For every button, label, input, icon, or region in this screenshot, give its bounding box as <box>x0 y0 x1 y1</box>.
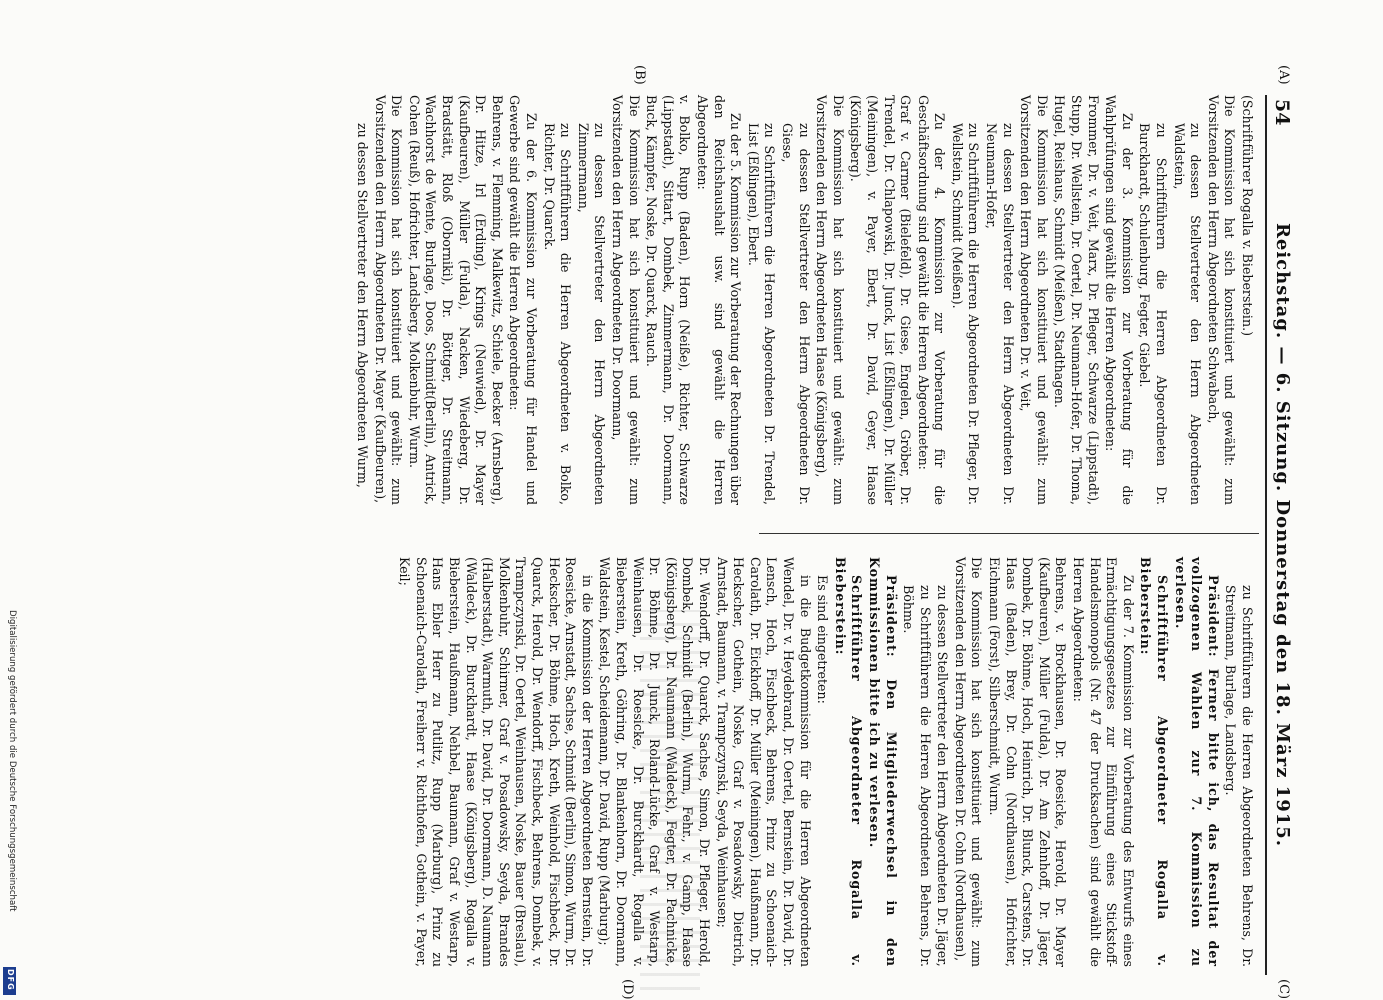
paragraph: zu dessen Stellvertreter den Herrn Abgeordneten Waldstein, <box>1171 123 1204 505</box>
margin-mark-d: (D) <box>620 979 635 1000</box>
margin-mark-b: (B) <box>632 65 647 85</box>
paragraph: Zu der 4. Kommission zur Vorberatung für die Geschäftsordnung sind gewählt die Herren Abgeordneten: <box>915 95 948 505</box>
paragraph: Zu der 7. Kommission zur Vorberatung des Entwurfs eines Ermächtigungsgesetzes zur Einführung eines Stickstoff-Handelsmonopols (Nr. 47 der Drucksachen) sind gewählt die Herren Abgeordneten: <box>1071 557 1136 967</box>
paragraph: Es sind eingetreten: <box>815 575 831 704</box>
paragraph: zu Schriftführern die Herren Abgeordneten Dr. Pfleger, Dr. Wellstein, Schmidt (Meißen). <box>949 123 982 505</box>
paragraph: Die Kommission hat sich konstituiert und gewählt: zum Vorsitzenden den Herrn Abgeordneten Schwabach, <box>1205 95 1238 505</box>
paragraph: in die Budgetkommission für die Herren Abgeordneten Wendel, Dr. v. Heydebrand, Dr. Oertel, Bernstein, Dr. David, Dr. Lensch, Hoch, Fischbeck, Behrens, Prinz zu Schoenaich-Carolath, Dr. Eickhoff, Dr. Müller (Meiningen), Haußmann, Dr. Heckscher, Gothein, Noske, Graf v. Posadowsky, Dietrich, Arnstadt, Baumann, v. Trampczynski, Seyda, Weinhausen; <box>714 557 813 967</box>
left-column <box>353 95 1255 505</box>
paragraph: Graf v. Carmer (Bielefeld), Dr. Giese, Engelen, Gröber, Dr. Trendel, Dr. Chlapowski, Dr. Junck, List (Eßlingen), Dr. Müller (Meiningen), v. Payer, Ebert, Dr. David, Geyer, Haase (Königsberg). <box>848 95 914 505</box>
paragraph: (Schriftführer Rogalla v. Bieberstein.) <box>1240 95 1255 336</box>
column-divider <box>759 533 1259 534</box>
paragraph: zu Schriftführern die Herren Abgeordneten Behrens, Dr. Streitmann, Burlage, Landsberg. <box>1223 585 1255 967</box>
paragraph: zu dessen Stellvertreter den Herrn Abgeordneten Dr. Neumann-Hofer, <box>984 123 1016 505</box>
paragraph: Behrens, v. Flemming, Malkewitz, Schiele, Becker (Arnsberg), Dr. Hitze, Irl (Erding), Krings (Neuwied), Dr. Mayer (Kaufbeuren), Müller (Fulda), Nacken, Wiedeberg, Dr. Bradstätt, Rloß (Oborniki), Dr. Böttger, Dr. Streitmann, Wachhorst de Wente, Burlage, Doos, Schmidt(Berlin), Antrick, Cohen (Reuß), Hofrichter, Landsberg, Molkenbuhr, Wurm. <box>406 95 505 505</box>
paragraph: zu dessen Stellvertreter den Herrn Abgeordneten Dr. Jäger, <box>935 585 951 967</box>
paragraph: zu Schriftführern die Herren Abgeordneten Behrens, Dr. Böhme. <box>901 585 933 967</box>
margin-mark-a: (A) <box>1276 65 1291 85</box>
printed-page <box>45 65 1295 1000</box>
page-number: 54 <box>1271 99 1293 126</box>
margin-mark-c: (C) <box>1276 979 1291 1000</box>
paragraph: Präsident: Ferner bitte ich, das Resultat der vollzogenen Wahlen zur 7. Kommission zu verlesen. <box>1172 557 1221 967</box>
paragraph: Zu der 5. Kommission zur Vorberatung der Rechnungen über den Reichshaushalt usw. sind gewählt die Herren Abgeordneten: <box>695 95 744 505</box>
page-title: Reichstag. — 6. Sitzung. Donnerstag den 18. März 1915. <box>1272 222 1293 848</box>
dfg-logo: DFG <box>3 967 16 995</box>
paragraph: Präsident: Den Mitgliederwechsel in den Kommissionen bitte ich zu verlesen. <box>866 557 899 967</box>
paragraph: v. Bolko, Rupp (Baden), Horn (Neiße), Richter, Schwarze (Lippstadt), Sittart, Dombek, Zimmermann, Dr. Doormann, Buck, Kämpfer, Noske, Dr. Quarck, Rauch. <box>644 95 693 505</box>
paragraph: zu Schriftführern die Herren Abgeordneten Dr. Trendel, List (Eßlingen), Ebert. <box>745 123 778 505</box>
paragraph: Dr. Wendorff, Dr. Quarck, Sachse, Simon, Dr. Pfleger, Herold, Dombek, Schmidt (Berlin), Wurm, Fehr., v. Gamp, Haase (Königsberg), Dr. Naumann (Waldeck), Fegter, Dr. Pachnicke, Dr. Böhme, Dr. Junck, Roland-Lücke, Graf v. Westarp, Weinhausen, Dr. Roesicke, Dr. Burckhardt, Rogalla v. Bieberstein, Kreth, Göhring, Dr. Blankenhorn, Dr. Doormann, Waldstein, Kestel, Scheidemann, Dr. David, Rupp (Marburg); <box>597 557 712 967</box>
paragraph: Schriftführer Abgeordneter Rogalla v. Bieberstein: <box>1138 557 1171 967</box>
paragraph: Schriftführer Abgeordneter Rogalla v. Bieberstein: <box>832 557 865 967</box>
paragraph: Die Kommission hat sich konstituiert und gewählt: zum Vorsitzenden den Herrn Abgeordneten Haase (Königsberg), <box>814 95 846 505</box>
paragraph: Die Kommission hat sich konstituiert und gewählt: zum Vorsitzenden den Herrn Abgeordneten Dr. v. Veit, <box>1018 95 1050 505</box>
paragraph: Die Kommission hat sich konstituiert und gewählt: zum Vorsitzenden den Herrn Abgeordneten Dr. Cohn (Nordhausen), <box>952 557 985 967</box>
paragraph: Behrens, v. Brockhausen, Dr. Roesicke, Herold, Dr. Mayer (Kaufbeuren), Müller (Fulda), Dr. Am Zehnhoff, Dr. Jäger, Dombek, Dr. Böhme, Hoch, Heinrich, Dr. Blunck, Carstens, Dr. Haas (Baden), Brey, Dr. Cohn (Nordhausen), Hofrichter, Eichmann (Forst), Silberschmidt, Wurm. <box>987 557 1069 967</box>
paragraph: zu Schriftführern die Herren Abgeordneten v. Bolko, Richter, Dr. Quarck. <box>541 123 574 505</box>
paragraph: Zu der 6. Kommission zur Vorberatung für Handel und Gewerbe sind gewählt die Herren Abgeordneten: <box>507 95 540 505</box>
paragraph: Die Kommission hat sich konstituiert und gewählt: zum Vorsitzenden den Herrn Abgeordneten Dr. Mayer (Kaufbeuren), <box>372 95 405 505</box>
paragraph: zu Schriftführern die Herren Abgeordneten Dr. Burckhardt, Schulenburg, Fegter, Giebel. <box>1137 123 1170 505</box>
funding-credit: Digitalisierung gefördert durch die Deutsche Forschungsgemeinschaft <box>7 610 17 912</box>
paragraph: Frommer, Dr. v. Veit, Marx, Dr. Pfleger, Schwarze (Lippstadt), Stupp, Dr. Wellstein, Dr. Oertel, Dr. Neumann-Hofer, Dr. Thoma, Hugel, Reishaus, Schmidt (Meißen), Stadthagen. <box>1052 95 1101 505</box>
right-column <box>395 557 1255 967</box>
paragraph: zu dessen Stellvertreter den Herrn Abgeordneten Dr. Giese, <box>779 123 812 505</box>
running-header <box>1265 95 1295 975</box>
paragraph: Die Kommission hat sich konstituiert und gewählt: zum Vorsitzenden den Herrn Abgeordneten Dr. Doormann, <box>610 95 642 505</box>
digitization-footer <box>2 0 16 1000</box>
paragraph: in die Kommission der Herren Abgeordneten Bernstein, Dr. Roesicke, Arnstadt, Sachse, Schmidt (Berlin), Simon, Wurm, Dr. Heckscher, Dr. Böhme, Hoch, Kreth, Weinhold, Fischbeck, Dr. Quarck, Herold, Dr. Wendorff, Fischbeck, Behrens, Dombek, v. Trampczynski, Dr. Oertel, Weinhausen, Noske, Bauer (Breslau), Molkenbuhr, Schirmer, Graf v. Posadowsky, Seyda, Brandes (Halberstadt), Warmuth, Dr. David, Dr. Doormann, D. Naumann (Waldeck), Dr. Burckhardt, Haase (Königsberg), Rogalla v. Bieberstein, Haußmann, Nehbel, Baumann, Graf v. Westarp, Hans Ebler Herr zu Putlitz, Rupp (Marburg), Prinz zu Schoenaich-Carolath, Freiherr v. Richthofen, Gothein, v. Payer, Keil; <box>397 557 595 967</box>
paragraph: zu dessen Stellvertreter den Herrn Abgeordneten Wurm, <box>355 123 371 488</box>
paragraph: zu dessen Stellvertreter den Herrn Abgeordneten Zimmermann, <box>575 123 608 505</box>
paragraph: Zu der 3. Kommission zur Vorberatung für die Wahlprüfungen sind gewählt die Herren Abgeordneten: <box>1103 95 1135 505</box>
